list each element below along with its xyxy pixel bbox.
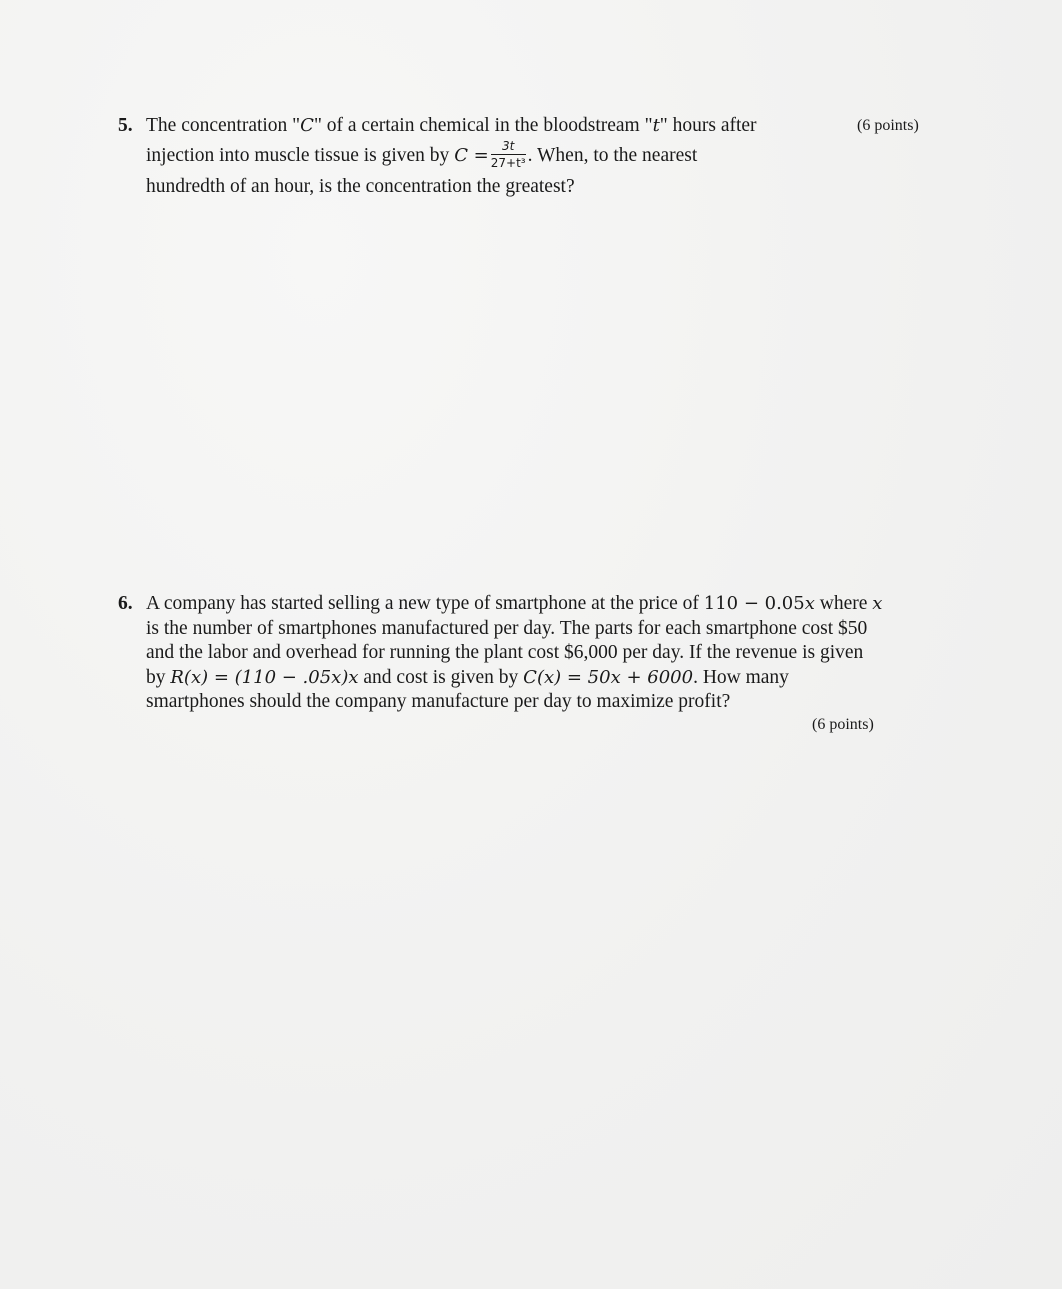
- equation-lhs: C =: [454, 145, 489, 166]
- problem-5-text-2a: injection into muscle tissue is given by: [146, 145, 455, 166]
- variable-t: t: [652, 115, 660, 136]
- price-expression: 110 − 0.05: [703, 593, 805, 614]
- problem-6-text-4c: . How many: [693, 666, 789, 688]
- problem-5-number: 5.: [118, 115, 133, 136]
- fraction-denominator: 27+t³: [490, 156, 526, 171]
- problem-6-points: (6 points): [812, 716, 874, 733]
- problem-5-points: (6 points): [857, 117, 919, 134]
- problem-5-text-1c: " hours after: [659, 115, 757, 136]
- problem-6-text-5: smartphones should the company manufacture per day to maximize profit?: [146, 691, 731, 712]
- problem-5-text-1a: The concentration ": [146, 115, 301, 136]
- problem-6-text-4a: by: [146, 666, 171, 688]
- problem-6-text-1a: A company has started selling a new type of smartphone at the price of: [146, 593, 704, 614]
- concentration-fraction: [491, 139, 526, 170]
- problem-5-line-3: [118, 172, 938, 202]
- problem-6-line-4: [118, 666, 938, 691]
- problem-6-line-2: [118, 617, 938, 642]
- fraction-numerator: 3t: [491, 139, 526, 155]
- problem-5-line-1: [118, 111, 938, 141]
- problem-5-line-2: [118, 141, 938, 172]
- problem-6-text-3: and the labor and overhead for running the plant cost $6,000 per day. If the revenue is given: [146, 642, 864, 663]
- revenue-function: R(x) = (110 − .05x)x: [170, 666, 359, 688]
- problem-6-line-3: [118, 641, 938, 666]
- variable-c: C: [300, 115, 314, 136]
- problem-6-text-4b: and cost is given by: [358, 666, 524, 688]
- problem-5: [118, 111, 938, 202]
- problem-6-number: 6.: [118, 593, 133, 614]
- problem-5-text-1b: " of a certain chemical in the bloodstream ": [313, 115, 653, 136]
- problem-5-text-2b: . When, to the nearest: [527, 145, 698, 166]
- problem-6-text-2: is the number of smartphones manufactured per day. The parts for each smartphone cost $50: [146, 617, 868, 639]
- cost-function: C(x) = 50x + 6000: [523, 666, 694, 688]
- problem-6-line-1: [118, 592, 938, 617]
- problem-6-text-1b: where: [814, 593, 873, 614]
- variable-x: x: [804, 593, 815, 614]
- variable-x-2: x: [872, 593, 883, 614]
- problem-6-line-5: [118, 690, 938, 715]
- problem-6: [118, 592, 938, 715]
- problem-5-text-3: hundredth of an hour, is the concentration the greatest?: [146, 176, 575, 198]
